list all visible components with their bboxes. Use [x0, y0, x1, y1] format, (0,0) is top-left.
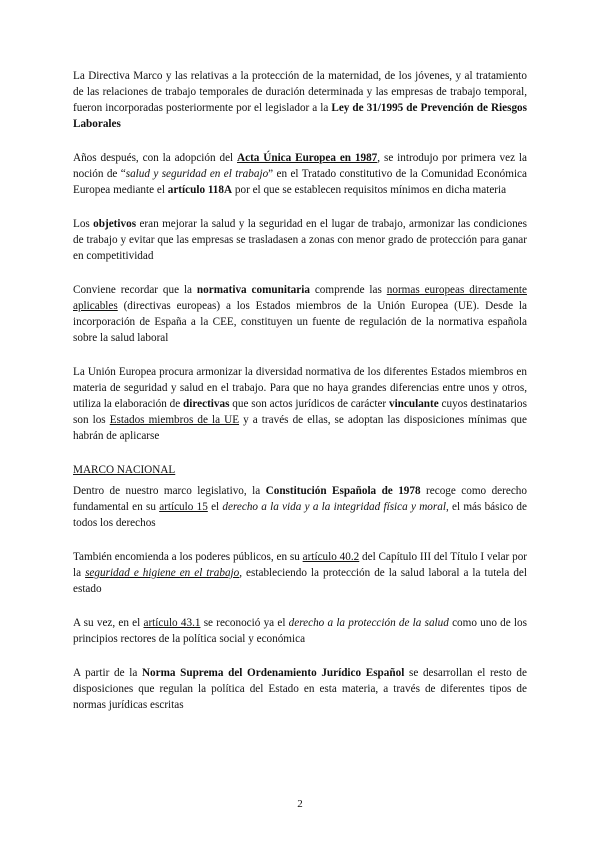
directivas: directivas — [183, 398, 230, 410]
paragraph-articulo-43: A su vez, en el artículo 43.1 se reconoció ya el derecho a la protección de la salud como uno de los principios rectores de la política social y económica — [73, 617, 527, 645]
paragraph-constitucion: Dentro de nuestro marco legislativo, la Constitución Española de 1978 recoge como derecho fundamental en su artículo 15 el derecho a la vida y a la integridad física y moral, el más básico de todos los derechos — [73, 485, 527, 529]
articulo-43-1: artículo 43.1 — [143, 617, 201, 629]
derecho-vida: derecho a la vida y a la integridad física y moral — [222, 501, 446, 513]
vinculante: vinculante — [388, 398, 439, 410]
paragraph-acta-unica: Años después, con la adopción del Acta Única Europea en 1987, se introdujo por primera vez la noción de “salud y seguridad en el trabajo” en el Tratado constitutivo de la Comunidad Económica Europea mediante el artículo 118A por el que se establecen requisitos mínimos en dicha materia — [73, 152, 527, 196]
estados-miembros-ue: Estados miembros de la UE — [109, 414, 240, 426]
articulo-15: artículo 15 — [159, 501, 208, 513]
seguridad-higiene: seguridad e higiene en el trabajo — [85, 567, 240, 579]
constitucion-1978: Constitución Española de 1978 — [265, 485, 421, 497]
articulo-40-2: artículo 40.2 — [302, 551, 360, 563]
paragraph-union-europea: La Unión Europea procura armonizar la diversidad normativa de los diferentes Estados miembros en materia de seguridad y salud en el trabajo. Para que no haya grandes diferencias entre unos y otros, utiliza la elaboración de directivas que son actos jurídicos de carácter vinculante cuyos destinatarios son los Estados miembros de la UE y a través de ellas, se adoptan las disposiciones mínimas que habrán de aplicarse — [73, 366, 527, 442]
norma-suprema: Norma Suprema del Ordenamiento Jurídico Español — [141, 667, 405, 679]
derecho-proteccion-salud: derecho a la protección de la salud — [288, 617, 449, 629]
normas-europeas-link: normas europeas directamente aplicables — [73, 284, 527, 312]
paragraph-directiva-marco: La Directiva Marco y las relativas a la protección de la maternidad, de los jóvenes, y al tratamiento de las relaciones de trabajo temporales de duración determinada y las empresas de trabajo temporal, fueron incorporadas posteriormente por el legislador a la Ley de 31/1995 de Prevención de Riesgos Laborales — [73, 70, 527, 130]
ley-31-1995: Ley de 31/1995 de Prevención de Riesgos Laborales — [73, 102, 527, 130]
objetivos: objetivos — [93, 218, 137, 230]
salud-seguridad-trabajo: salud y seguridad en el trabajo — [125, 168, 269, 180]
articulo-118a: artículo 118A — [167, 184, 233, 196]
paragraph-normativa-comunitaria: Conviene recordar que la normativa comunitaria comprende las normas europeas directamente aplicables (directivas europeas) a los Estados miembros de la Unión Europea (UE). Desde la incorporación de España a la CEE, constituyen un fuente de regulación de la normativa española sobre la salud laboral — [73, 284, 527, 344]
paragraph-objetivos: Los objetivos eran mejorar la salud y la seguridad en el lugar de trabajo, armonizar las condiciones de trabajo y evitar que las empresas se trasladasen a zonas con menor grado de protección para ganar en competitividad — [73, 218, 527, 262]
document-body — [73, 68, 527, 731]
paragraph-norma-suprema: A partir de la Norma Suprema del Ordenamiento Jurídico Español se desarrollan el resto de disposiciones que regulan la política del Estado en esta materia, a través de diferentes tipos de normas jurídicas escritas — [73, 667, 527, 711]
section-heading-marco-nacional: MARCO NACIONAL — [73, 464, 176, 476]
paragraph-poderes-publicos: También encomienda a los poderes públicos, en su artículo 40.2 del Capítulo III del Título I velar por la seguridad e higiene en el trabajo, estableciendo la protección de la salud laboral a la tutela del estado — [73, 551, 528, 595]
acta-unica-europea: Acta Única Europea en 1987 — [237, 152, 378, 164]
normativa-comunitaria: normativa comunitaria — [196, 284, 310, 296]
page-number: 2 — [297, 798, 303, 810]
